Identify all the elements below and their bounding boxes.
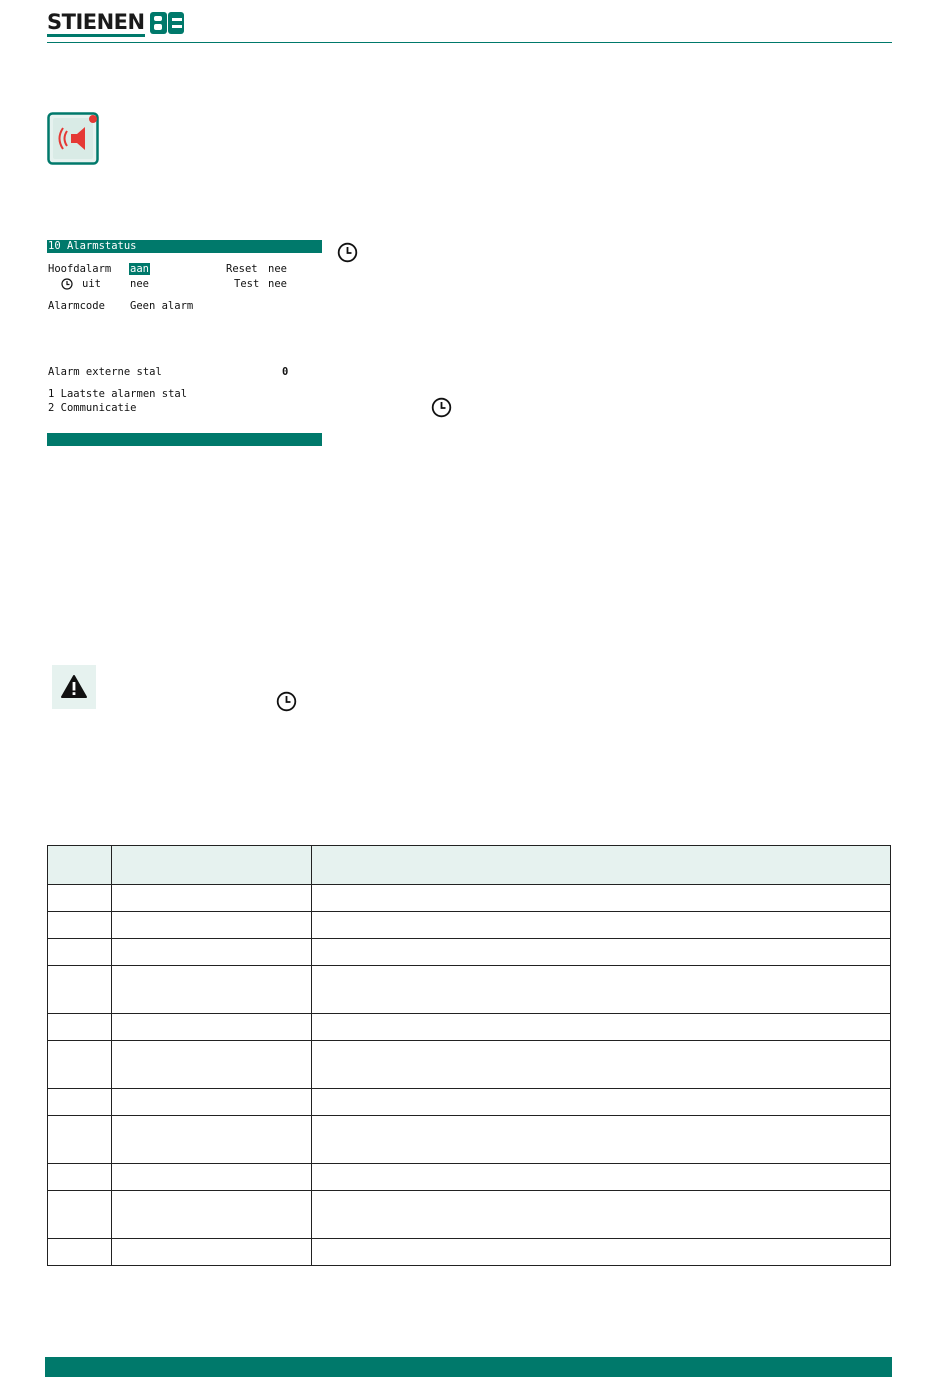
table-cell: [112, 939, 312, 966]
table-cell: [312, 1239, 891, 1266]
alarm-speaker-icon: [47, 112, 99, 165]
brand-wordmark: STIENEN: [47, 10, 145, 37]
externe-value[interactable]: 0: [282, 366, 289, 378]
table-cell: [312, 1164, 891, 1191]
table-cell: [312, 1014, 891, 1041]
menu-item-laatste-alarmen[interactable]: 1 Laatste alarmen stal: [48, 388, 188, 400]
table-cell: [48, 1239, 112, 1266]
table-header-cell: [312, 846, 891, 885]
table-cell: [48, 1041, 112, 1089]
table-cell: [112, 1089, 312, 1116]
table-row: [48, 1116, 891, 1164]
clock-icon: [61, 278, 73, 290]
table-cell: [312, 1089, 891, 1116]
table-cell: [312, 939, 891, 966]
table-cell: [112, 966, 312, 1014]
footer-bar: [45, 1357, 892, 1377]
table-cell: [312, 885, 891, 912]
clock-icon: [431, 397, 452, 418]
table-cell: [312, 1191, 891, 1239]
reset-label: Reset: [226, 263, 258, 275]
table-cell: [112, 1041, 312, 1089]
table-row: [48, 1164, 891, 1191]
header-rule: [47, 42, 892, 43]
table-body: [48, 885, 891, 1266]
alarmcode-value: Geen alarm: [130, 300, 194, 312]
table-header-row: [48, 846, 891, 885]
table-cell: [48, 939, 112, 966]
warning-triangle-icon: [52, 665, 96, 709]
table-row: [48, 1089, 891, 1116]
uit-label: uit: [82, 278, 101, 290]
table-cell: [312, 1116, 891, 1164]
table-row: [48, 885, 891, 912]
table-cell: [112, 1116, 312, 1164]
alarm-table: [47, 845, 891, 1266]
externe-label: Alarm externe stal: [48, 366, 162, 378]
table-cell: [48, 912, 112, 939]
table-row: [48, 1014, 891, 1041]
table-cell: [48, 966, 112, 1014]
table-cell: [112, 912, 312, 939]
table-cell: [312, 1041, 891, 1089]
menu-item-communicatie[interactable]: 2 Communicatie: [48, 402, 137, 414]
table-cell: [48, 885, 112, 912]
table-header-cell: [112, 846, 312, 885]
table-row: [48, 966, 891, 1014]
table-cell: [112, 1164, 312, 1191]
table-row: [48, 1041, 891, 1089]
table-header-cell: [48, 846, 112, 885]
table-row: [48, 912, 891, 939]
lcd-screen: [47, 240, 322, 446]
clock-icon: [276, 691, 297, 712]
table-cell: [48, 1191, 112, 1239]
brand-mark-icon: [149, 10, 185, 36]
table-row: [48, 1191, 891, 1239]
lcd-title: 10 Alarmstatus: [47, 240, 322, 253]
clock-icon: [337, 242, 358, 263]
brand-logo: [47, 8, 185, 38]
reset-value[interactable]: nee: [268, 263, 287, 275]
table-cell: [112, 1191, 312, 1239]
alarmcode-label: Alarmcode: [48, 300, 105, 312]
lcd-footer-bar: [47, 433, 322, 446]
table-cell: [48, 1089, 112, 1116]
table-cell: [112, 1014, 312, 1041]
warning-box: [52, 665, 96, 709]
table-cell: [112, 1239, 312, 1266]
table-cell: [112, 885, 312, 912]
table-cell: [48, 1014, 112, 1041]
table-cell: [312, 912, 891, 939]
table-cell: [312, 966, 891, 1014]
uit-value[interactable]: nee: [130, 278, 149, 290]
table-cell: [48, 1164, 112, 1191]
test-label: Test: [234, 278, 260, 290]
table-row: [48, 1239, 891, 1266]
hoofdalarm-value[interactable]: aan: [130, 263, 149, 275]
test-value[interactable]: nee: [268, 278, 287, 290]
hoofdalarm-label: Hoofdalarm: [48, 263, 112, 275]
table-row: [48, 939, 891, 966]
table-cell: [48, 1116, 112, 1164]
